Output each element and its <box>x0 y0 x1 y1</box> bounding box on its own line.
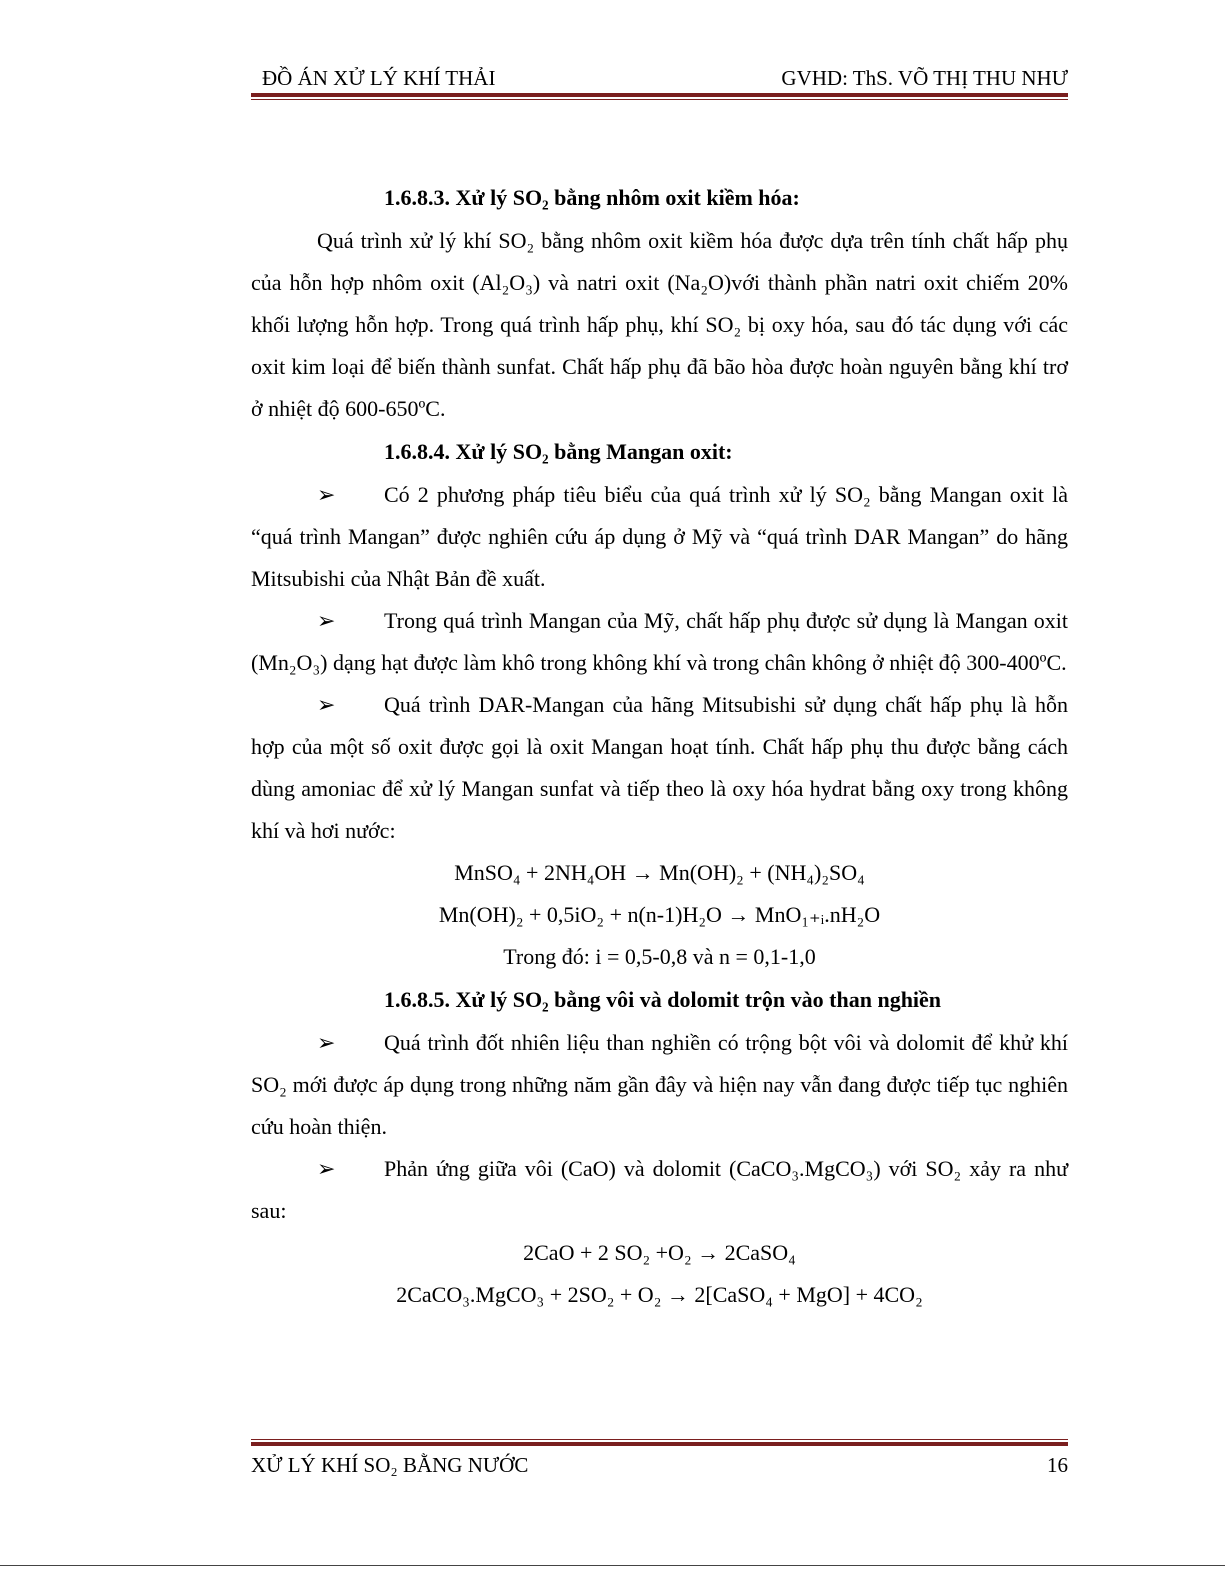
footer-rule <box>251 1439 1068 1446</box>
equation: Mn(OH)₂ + 0,5iO₂ + n(n-1)H₂O → MnO₁₊ᵢ.nH₂O <box>438 902 881 927</box>
equation: 2CaCO₃.MgCO₃ + 2SO₂ + O₂ → 2[CaSO₄ + MgO] + 4CO₂ <box>396 1282 923 1307</box>
bullet-text: Có 2 phương pháp tiêu biểu của quá trình xử lý SO₂ bằng Mangan oxit là “quá trình Mangan” được nghiên cứu áp dụng ở Mỹ và “quá trình DAR Mangan” do hãng Mitsubishi của Nhật Bản đề xuất. <box>251 482 1068 591</box>
document-body <box>251 176 1068 1316</box>
bullet-item <box>251 600 1068 684</box>
bullet-item <box>251 684 1068 852</box>
arrowhead-bullet-icon: ➢ <box>317 482 336 507</box>
arrowhead-bullet-icon: ➢ <box>317 608 336 633</box>
header-title: ĐỒ ÁN XỬ LÝ KHÍ THẢI <box>262 66 496 90</box>
page-edge-line <box>0 1565 1225 1566</box>
equation-note: Trong đó: i = 0,5-0,8 và n = 0,1-1,0 <box>503 944 816 969</box>
paragraph-alumina-process: Quá trình xử lý khí SO₂ bằng nhôm oxit kiềm hóa được dựa trên tính chất hấp phụ của hỗn hợp nhôm oxit (Al₂O₃) và natri oxit (Na₂O)với thành phần natri oxit chiếm 20% khối lượng hỗn hợp. Trong quá trình hấp phụ, khí SO₂ bị oxy hóa, sau đó tác dụng với các oxit kim loại để biến thành sunfat. Chất hấp phụ đã bão hòa được hoàn nguyên bằng khí trơ ở nhiệt độ 600-650ºC. <box>251 228 1068 421</box>
bullet-text: Phản ứng giữa vôi (CaO) và dolomit (CaCO₃.MgCO₃) với SO₂ xảy ra như sau: <box>251 1156 1068 1223</box>
bullet-text: Quá trình đốt nhiên liệu than nghiền có trộng bột vôi và dolomit để khử khí SO₂ mới được áp dụng trong những năm gần đây và hiện nay vẫn đang được tiếp tục nghiên cứu hoàn thiện. <box>251 1030 1068 1139</box>
section-heading-1-6-8-4: 1.6.8.4. Xử lý SO₂ bằng Mangan oxit: <box>384 439 733 464</box>
arrowhead-bullet-icon: ➢ <box>317 1030 336 1055</box>
equation: MnSO₄ + 2NH₄OH → Mn(OH)₂ + (NH₄)₂SO₄ <box>454 860 865 885</box>
bullet-text: Trong quá trình Mangan của Mỹ, chất hấp phụ được sử dụng là Mangan oxit (Mn₂O₃) dạng hạt được làm khô trong không khí và trong chân không ở nhiệt độ 300-400ºC. <box>251 608 1068 675</box>
bullet-item <box>251 1148 1068 1232</box>
section-heading-1-6-8-5: 1.6.8.5. Xử lý SO₂ bằng vôi và dolomit trộn vào than nghiền <box>384 987 942 1012</box>
equation: 2CaO + 2 SO₂ +O₂ → 2CaSO₄ <box>523 1240 796 1265</box>
arrowhead-bullet-icon: ➢ <box>317 1156 336 1181</box>
bullet-item <box>251 1022 1068 1148</box>
bullet-text: Quá trình DAR-Mangan của hãng Mitsubishi sử dụng chất hấp phụ là hỗn hợp của một số oxit được gọi là oxit Mangan hoạt tính. Chất hấp phụ thu được bằng cách dùng amoniac để xử lý Mangan sunfat và tiếp theo là oxy hóa hydrat bằng oxy trong không khí và hơi nước: <box>251 692 1068 843</box>
section-heading-1-6-8-3: 1.6.8.3. Xử lý SO₂ bằng nhôm oxit kiềm hóa: <box>384 185 800 210</box>
footer-title: XỬ LÝ KHÍ SO₂ BẰNG NƯỚC <box>251 1453 529 1477</box>
header-supervisor: GVHD: ThS. VÕ THỊ THU NHƯ <box>781 66 1068 90</box>
header-rule <box>251 93 1068 100</box>
page-number: 16 <box>1047 1453 1068 1477</box>
arrowhead-bullet-icon: ➢ <box>317 692 336 717</box>
bullet-item <box>251 474 1068 600</box>
